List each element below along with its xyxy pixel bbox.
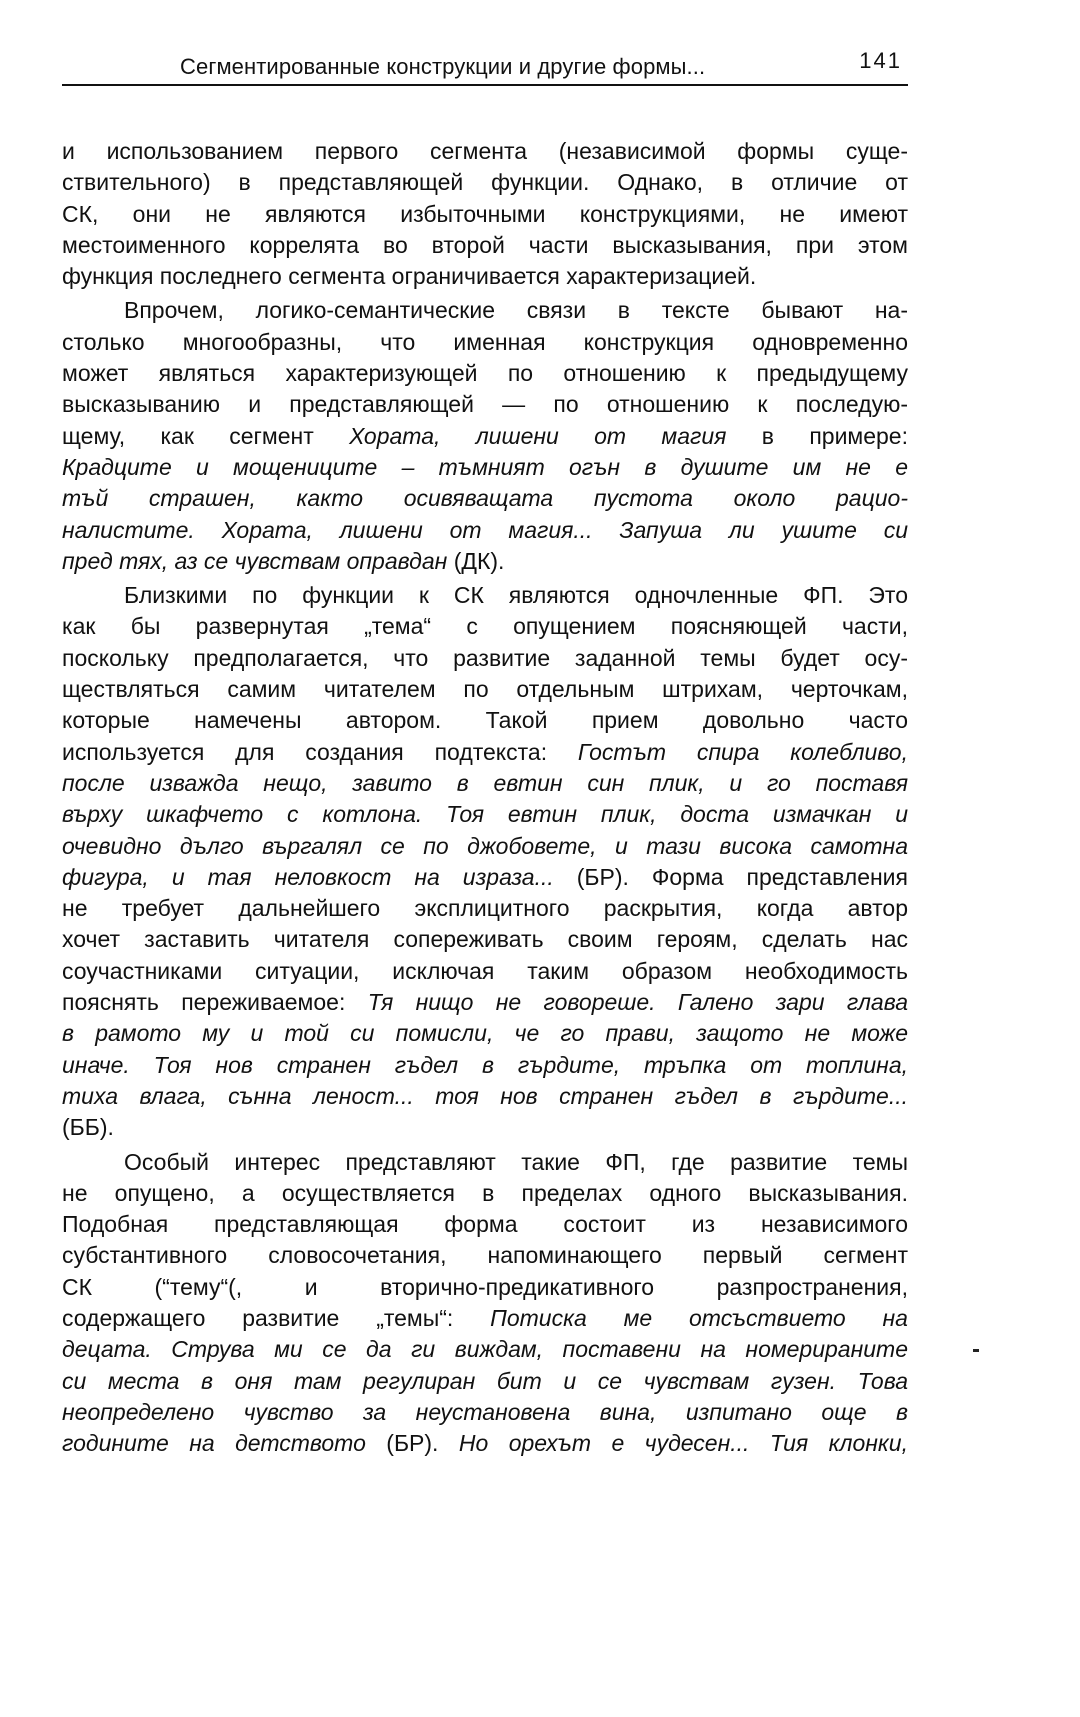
body-text: соучастниками ситуации, исключая таким образом необходимость: [62, 957, 908, 984]
text-line: [62, 799, 908, 830]
text-line: [62, 1272, 908, 1303]
body-text: СК (“тему“(, и вторично-предикативного разпространения,: [62, 1273, 908, 1300]
text-line: [62, 1397, 908, 1428]
body-text: СК, они не являются избыточными конструкциями, не имеют: [62, 200, 908, 227]
page-body: [62, 136, 908, 1462]
text-line: [62, 1303, 908, 1334]
running-header: [62, 42, 908, 86]
text-line: [62, 1112, 908, 1143]
body-text: высказыванию и представляющей — по отношению к последую-: [62, 391, 908, 418]
italic-example-text: Тя нищо не говореше. Галено зари глава: [367, 989, 908, 1016]
text-line: [62, 924, 908, 955]
body-text: местоименного коррелята во второй части высказывания, при этом: [62, 231, 908, 258]
body-text: и использованием первого сегмента (независимой формы суще-: [62, 138, 908, 164]
text-line: [62, 643, 908, 674]
text-line: [62, 136, 908, 167]
italic-example-text: иначе. Тоя нов странен гъдел в гърдите, тръпка от топлина,: [62, 1051, 908, 1078]
text-line: [62, 358, 908, 389]
text-line: [62, 230, 908, 261]
body-text: Близкими по функции к СК являются одночленные ФП. Это: [124, 582, 908, 609]
text-line: [62, 199, 908, 230]
italic-example-text: налистите. Хората, лишени от магия... Запуша ли ушите си: [62, 516, 908, 543]
body-text: (ДК).: [447, 547, 505, 574]
body-text: содержащего развитие „темы“:: [62, 1304, 491, 1331]
text-line: [62, 546, 908, 577]
italic-example-text: Крадците и мощениците – тъмният огън в душите им не е: [62, 453, 908, 480]
text-line: [62, 452, 908, 483]
body-text: Подобная представляющая форма состоит из независимого: [62, 1211, 908, 1238]
italic-example-text: тиха влага, сънна леност... тоя нов странен гъдел в гърдите...: [62, 1082, 908, 1109]
text-line: [62, 611, 908, 642]
text-line: [62, 1366, 908, 1397]
italic-example-text: годините на детството: [62, 1430, 366, 1457]
italic-example-text: Хората, лишени от магия: [349, 422, 727, 449]
body-text: Впрочем, логико-семантические связи в тексте бывают на-: [124, 297, 908, 324]
text-line: [62, 389, 908, 420]
text-line: [62, 956, 908, 987]
italic-example-text: си места в оня там регулиран бит и се чувствам гузен. Това: [62, 1367, 908, 1394]
text-line: [62, 483, 908, 514]
body-text: не требует дальнейшего эксплицитного раскрытия, когда автор: [62, 895, 908, 922]
text-line: [62, 1018, 908, 1049]
text-line: [62, 768, 908, 799]
text-line: [62, 1240, 908, 1271]
text-line: [62, 862, 908, 893]
text-line: [62, 1147, 908, 1178]
body-text: (БР). Форма представления: [553, 863, 908, 890]
text-line: [62, 421, 908, 452]
italic-example-text: после изважда нещо, завито в евтин син плик, и го поставя: [62, 769, 908, 796]
body-text: может являться характеризующей по отношению к предыдущему: [62, 360, 908, 387]
body-text: поскольку предполагается, что развитие заданной темы будет осу-: [62, 644, 908, 671]
italic-example-text: фигура, и тая неловкост на израза...: [62, 863, 554, 890]
body-text: которые намечены автором. Такой прием довольно часто: [62, 707, 908, 734]
body-text: субстантивного словосочетания, напоминающего первый сегмент: [62, 1242, 908, 1269]
body-text: столько многообразны, что именная конструкция одновременно: [62, 328, 908, 355]
body-text: (ББ).: [62, 1114, 114, 1141]
text-line: [62, 831, 908, 862]
italic-example-text: очевидно дълго въргалял се по джобовете, и тази висока самотна: [62, 832, 908, 859]
body-text: в примере:: [726, 422, 908, 449]
italic-example-text: върху шкафчето с котлона. Тоя евтин плик, доста измачкан и: [62, 801, 908, 828]
body-text: пояснять переживаемое:: [62, 989, 368, 1016]
text-line: [62, 261, 908, 292]
italic-example-text: тъй страшен, както осивяващата пустота около рацио-: [62, 485, 908, 512]
body-text: щему, как сегмент: [62, 422, 350, 449]
text-line: [62, 1081, 908, 1112]
text-line: [62, 1209, 908, 1240]
body-text: Особый интерес представляют такие ФП, где развитие темы: [124, 1148, 908, 1175]
italic-example-text: Гостът спира колебливо,: [577, 738, 908, 765]
body-text: функция последнего сегмента ограничивается характеризацией.: [62, 263, 757, 290]
text-line: [62, 580, 908, 611]
text-line: [62, 987, 908, 1018]
text-line: [62, 1334, 908, 1365]
text-line: [62, 705, 908, 736]
italic-example-text: Но орехът е чудесен... Тия клонки,: [458, 1430, 908, 1457]
italic-example-text: неопределено чувство за неустановена вина, изпитано още в: [62, 1398, 908, 1425]
paragraph: [62, 1147, 908, 1460]
text-line: [62, 167, 908, 198]
italic-example-text: в рамото му и той си помисли, че го прави, защото не може: [62, 1020, 908, 1047]
italic-example-text: Потиска ме отсъствието на: [490, 1304, 908, 1331]
text-line: [62, 1050, 908, 1081]
text-line: [62, 295, 908, 326]
italic-example-text: пред тях, аз се чувствам оправдан: [62, 547, 448, 574]
body-text: как бы развернутая „тема“ с опущением поясняющей части,: [62, 613, 908, 640]
text-line: [62, 515, 908, 546]
text-line: [62, 327, 908, 358]
body-text: ствительного) в представляющей функции. Однако, в отличие от: [62, 169, 908, 196]
page-number: 141: [859, 48, 902, 73]
body-text: не опущено, а осуществляется в пределах одного высказывания.: [62, 1179, 908, 1206]
paragraph: [62, 295, 908, 577]
text-line: [62, 674, 908, 705]
text-line: [62, 737, 908, 768]
text-line: [62, 1428, 908, 1459]
scan-speck: [973, 1349, 979, 1352]
italic-example-text: децата. Струва ми се да ги виждам, поставени на номерираните: [62, 1336, 908, 1363]
text-line: [62, 1178, 908, 1209]
body-text: хочет заставить читателя сопереживать своим героям, сделать нас: [62, 926, 908, 953]
running-title: Сегментированные конструкции и другие формы...: [180, 54, 706, 79]
text-line: [62, 893, 908, 924]
paragraph: [62, 136, 908, 292]
body-text: используется для создания подтекста:: [62, 738, 578, 765]
body-text: ществляться самим читателем по отдельным штрихам, черточкам,: [62, 676, 908, 703]
paragraph: [62, 580, 908, 1143]
body-text: (БР).: [365, 1430, 459, 1457]
